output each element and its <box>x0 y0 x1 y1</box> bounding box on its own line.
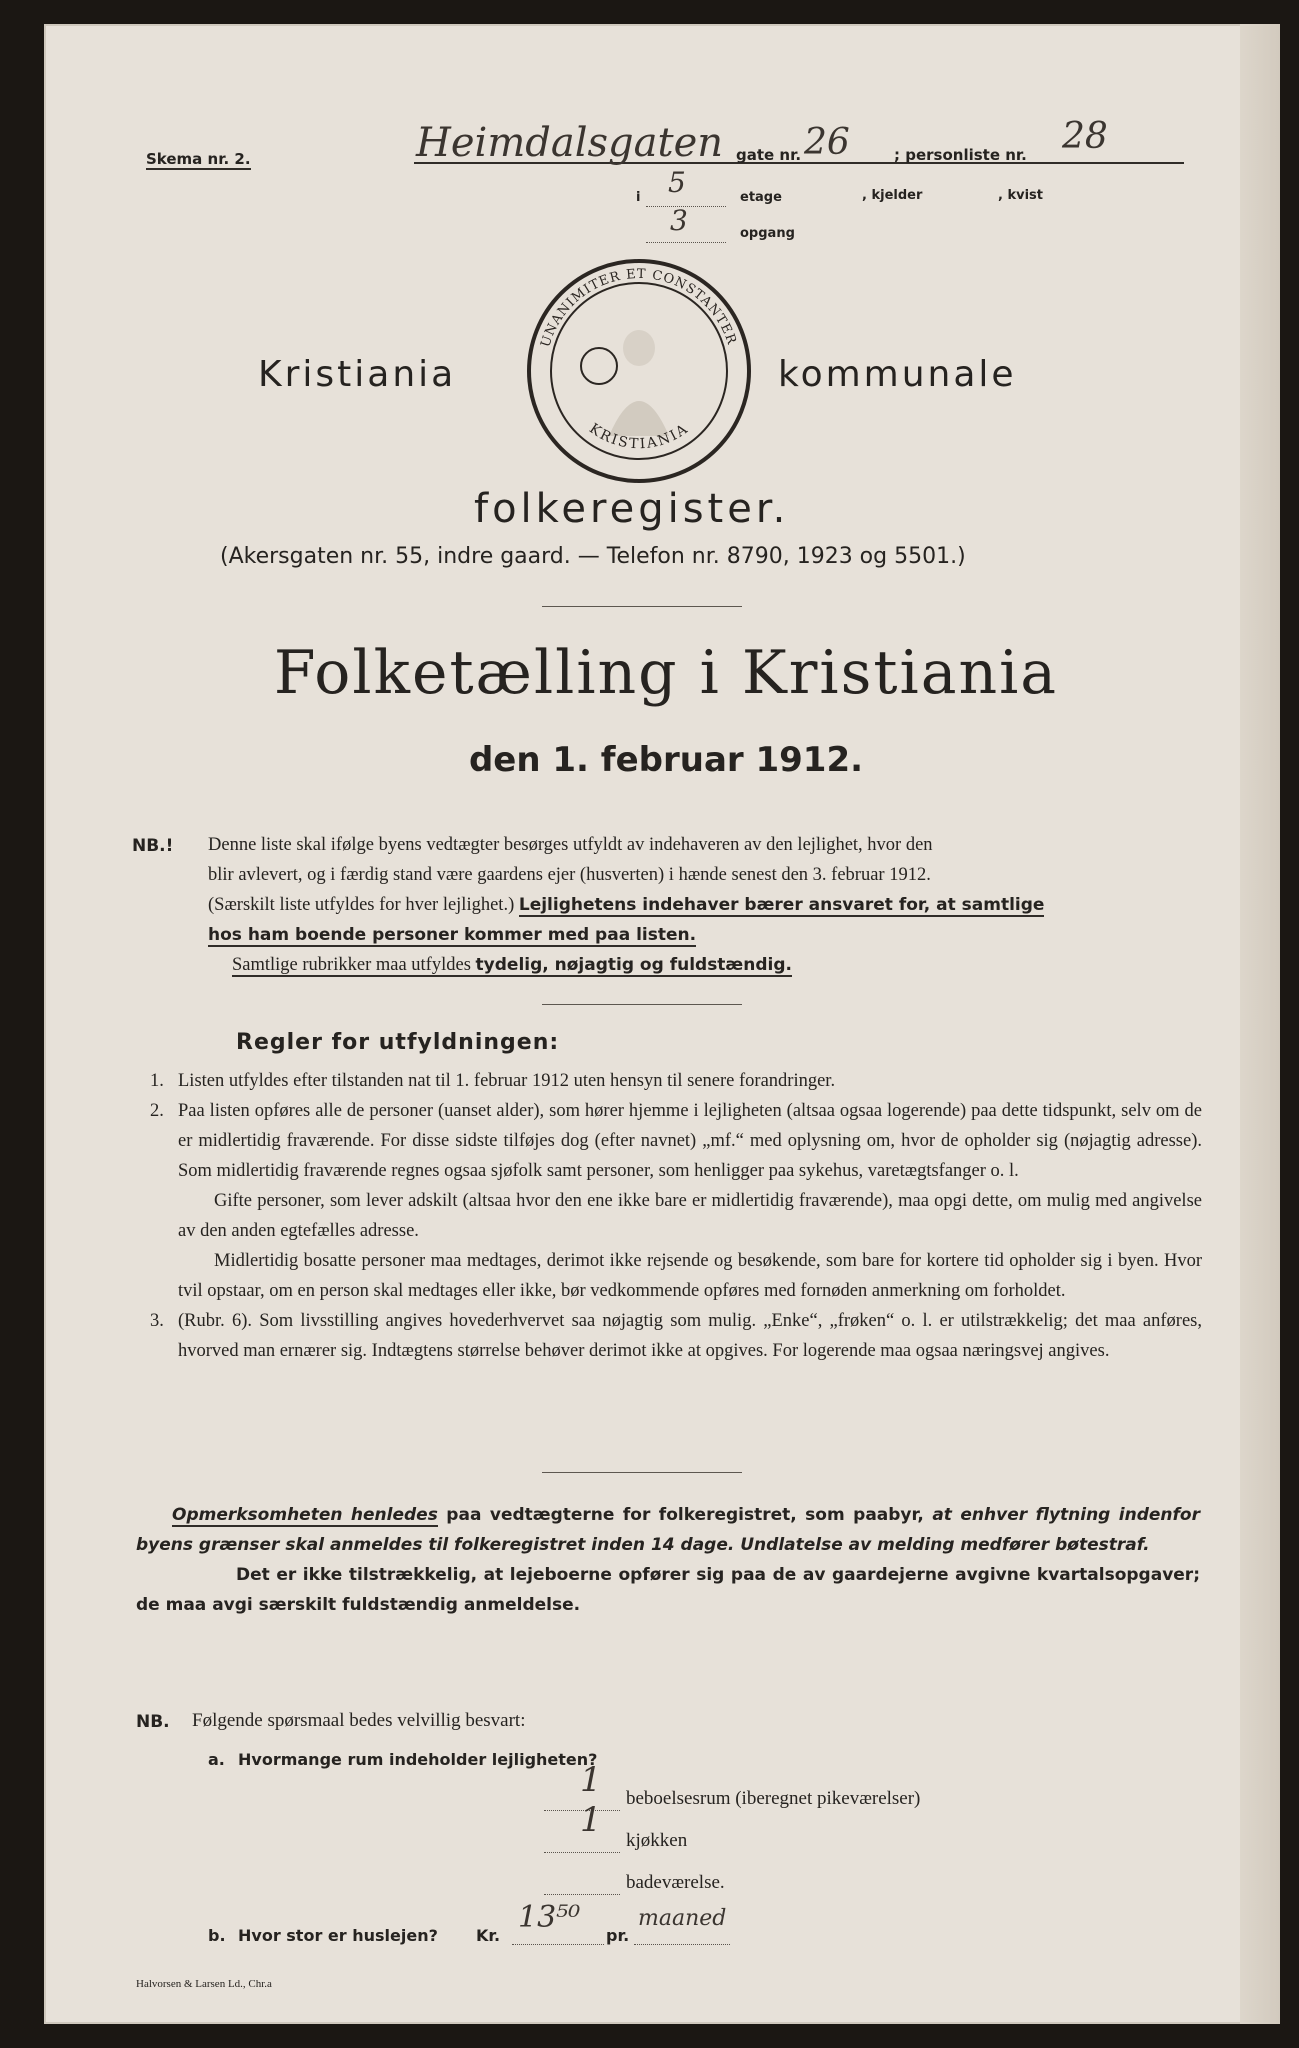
rule-3 <box>150 1306 1202 1366</box>
questions-intro: Følgende spørsmaal bedes velvillig besvart: <box>192 1710 526 1731</box>
notice-paragraph <box>136 1500 1200 1620</box>
opgang-label: opgang <box>740 226 795 241</box>
bath-label: badeværelse. <box>626 1872 725 1893</box>
folkeregister-word: folkeregister. <box>474 486 790 532</box>
rule-3-text: (Rubr. 6). Som livsstilling angives hovederhvervet saa nøjagtig som mulig. „Enke“, „frøken“ o. l. er utilstrækkelig; det maa anføres, hvorved man ernærer sig. Indtægtens størrelse behøver derimot ikke at opgives. For logerende maa ogsaa næringsvej angives. <box>178 1311 1202 1361</box>
seal-icon <box>524 256 754 486</box>
nb-line-3 <box>208 890 1200 920</box>
rule-2-text: Paa listen opføres alle de personer (uanset alder), som hører hjemme i lejligheten (altsaa ogsaa logerende) paa dette tidspunkt, selv om de er midlertidig fraværende. For disse sidste tilføjes dog (efter navnet) „mf.“ med oplysning om, hvor de opholder sig (nøjagtig adresse). Som midlertidig fraværende regnes ogsaa sjøfolk samt personer, som henligger paa sykehus, varetægtsfanger o. l. <box>178 1101 1202 1181</box>
nb-line-4-text: hos ham boende personer kommer med paa listen. <box>208 925 697 945</box>
page-edge <box>1240 24 1280 2024</box>
etage-value: 5 <box>668 166 686 199</box>
question-b-label: b. <box>208 1926 226 1945</box>
kitchen-label: kjøkken <box>626 1830 688 1851</box>
rooms-label: beboelsesrum (iberegnet pikeværelser) <box>626 1788 921 1809</box>
i-label: i <box>636 190 641 205</box>
census-title: Folketælling i Kristiania <box>273 638 1059 708</box>
question-b-text: Hvor stor er huslejen? <box>238 1926 438 1945</box>
nb-line-1: Denne liste skal ifølge byens vedtægter besørges utfyldt av indehaveren av den lejlighet, hvor den <box>208 835 933 855</box>
rule-1-text: Listen utfyldes efter tilstanden nat til 1. februar 1912 uten hensyn til senere forandringer. <box>178 1071 836 1091</box>
nb-line-5a: Samtlige rubrikker maa utfyldes <box>232 955 471 975</box>
skema-label: Skema nr. 2. <box>146 150 251 168</box>
notice-lead: Opmerksomheten henledes <box>172 1505 438 1525</box>
nb-line-3a: (Særskilt liste utfyldes for hver lejlighet.) <box>208 895 515 915</box>
census-date: den 1. februar 1912. <box>468 740 864 780</box>
notice-p1 <box>136 1500 1200 1560</box>
city-seal <box>524 256 754 486</box>
kristiania-word: Kristiania <box>258 354 457 395</box>
gate-label: gate nr. <box>736 146 802 164</box>
nb-line-3b: Lejlighetens indehaver bærer ansvaret for, at samtlige <box>518 895 1045 915</box>
rule-2c: Midlertidig bosatte personer maa medtages, derimot ikke rejsende og besøkende, som bare for kortere tid opholder sig i byen. Hvor tvil opstaar, om en person skal medtages eller ikke, bør vedkommende opføres med fornøden anmerkning om forholdet. <box>178 1251 1202 1301</box>
rule-1-num: 1. <box>150 1071 164 1091</box>
kvist-label: , kvist <box>998 188 1043 203</box>
rule-3-num: 3. <box>150 1311 164 1331</box>
period-value: maaned <box>638 1906 727 1931</box>
kjelder-label: , kjelder <box>862 188 923 203</box>
rule-1 <box>150 1066 1202 1096</box>
seal-top-text: UNANIMITER ET CONSTANTER <box>538 266 740 350</box>
question-a-text: Hvormange rum indeholder lejligheten? <box>238 1750 598 1769</box>
rule-2b: Gifte personer, som lever adskilt (altsaa hvor den ene ikke bare er midlertidig fraværende), maa opgi dette, om mulig med angivelse av den anden egtefælles adresse. <box>178 1191 1202 1241</box>
rooms-value: 1 <box>580 1760 602 1800</box>
nb-paragraph <box>208 830 1200 980</box>
nb-label: NB.! <box>132 836 174 856</box>
nb-line-5b: tydelig, nøjagtig og fuldstændig. <box>475 955 792 975</box>
rules-list <box>150 1066 1202 1366</box>
nb-line-5 <box>208 950 1200 980</box>
notice-p1-text: paa vedtægterne for folkeregistret, som paabyr, <box>446 1505 924 1525</box>
opgang-value: 3 <box>670 204 688 237</box>
gate-nr-value: 26 <box>804 122 850 163</box>
office-address: (Akersgaten nr. 55, indre gaard. — Telefon nr. 8790, 1923 og 5501.) <box>220 544 966 569</box>
divider <box>542 1004 742 1005</box>
questions-nb: NB. <box>136 1712 170 1732</box>
divider <box>542 606 742 607</box>
kitchen-value: 1 <box>580 1800 602 1840</box>
etage-label: etage <box>740 190 782 205</box>
rule-2-num: 2. <box>150 1101 164 1121</box>
kommunale-word: kommunale <box>778 354 1017 395</box>
street-handwritten: Heimdalsgaten <box>416 120 724 166</box>
census-form-page <box>44 24 1280 2024</box>
nb-line-2: blir avlevert, og i færdig stand være gaardens ejer (husverten) i hænde senest den 3. februar 1912. <box>208 865 931 885</box>
printer-credit: Halvorsen & Larsen Ld., Chr.a <box>136 1978 272 1990</box>
rule-2 <box>150 1096 1202 1186</box>
personliste-value: 28 <box>1062 116 1108 157</box>
rent-value: 13⁵⁰ <box>518 1900 581 1935</box>
pr-label: pr. <box>606 1926 630 1945</box>
kr-label: Kr. <box>476 1926 501 1945</box>
notice-p2: Det er ikke tilstrækkelig, at lejeboerne opfører sig paa de av gaardejerne avgivne kvartalsopgaver; de maa avgi særskilt fuldstændig anmeldelse. <box>136 1565 1200 1615</box>
rules-heading: Regler for utfyldningen: <box>236 1030 560 1055</box>
bath-field[interactable] <box>544 1874 620 1895</box>
seal-bottom-text: KRISTIANIA <box>586 420 692 453</box>
divider <box>542 1472 742 1473</box>
nb-line-4 <box>208 920 1200 950</box>
question-a-label: a. <box>208 1750 225 1769</box>
personliste-label: ; personliste nr. <box>894 146 1027 164</box>
notice-p1-italic: at enhver flytning indenfor byens grænser skal anmeldes til folkeregistret inden 14 dage. Undlatelse av melding medfører bøtestraf. <box>136 1505 1200 1555</box>
